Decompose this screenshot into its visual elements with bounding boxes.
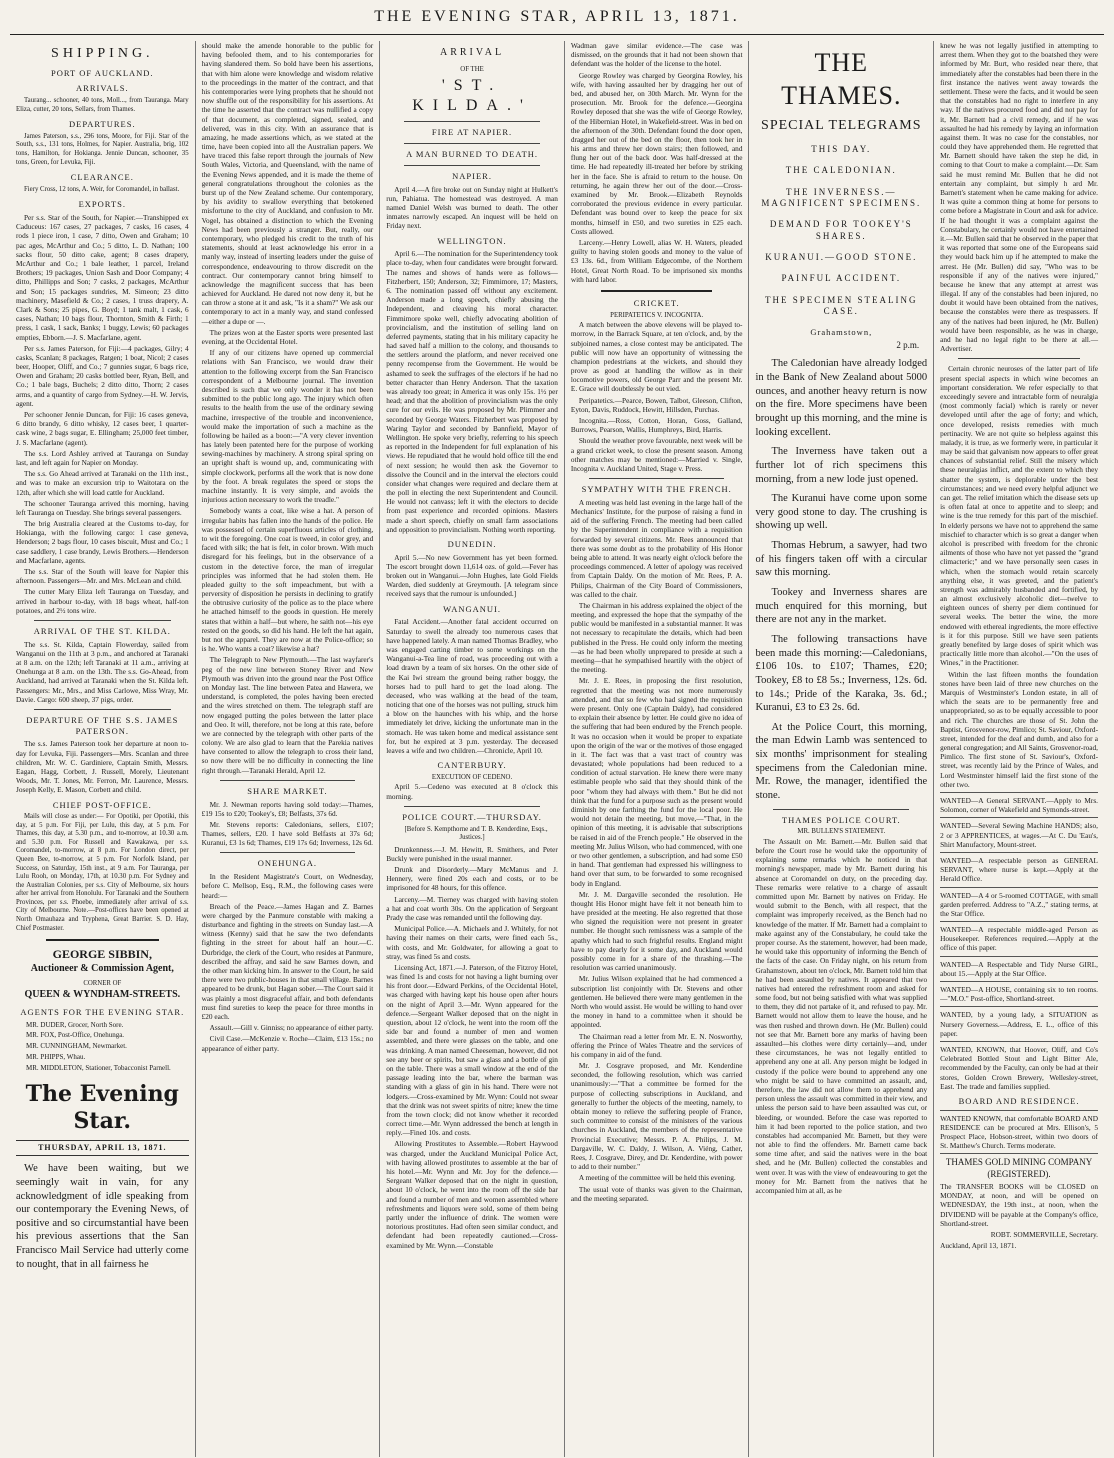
napier-heading: NAPIER.: [452, 170, 492, 181]
onehunga-paragraph: Civil Case.—McKenzie v. Roche—Claim, £13 15s.; no appearance of either party.: [201, 1034, 374, 1053]
telegram-paragraph: At the Police Court, this morning, the man Edwin Lamb was sentenced to six months' imprisonment for stealing specimens from the Caledonian mine. Mr. Rowe, the manager, identified the stone.: [755, 721, 928, 802]
divider: [404, 806, 540, 807]
classified-ad: [940, 887, 1098, 919]
ad-text: WANTED—A respectable middle-aged Person as Housekeeper. References required.—Apply at the office of this paper.: [940, 925, 1098, 953]
divider: [34, 620, 171, 621]
masthead: THE EVENING STAR, APRIL 13, 1871.: [10, 0, 1104, 35]
thames-court-heading: THAMES POLICE COURT.: [781, 814, 901, 825]
list-item: MR. DUDER, Grocer, North Sore.: [26, 1020, 124, 1029]
court-continued: knew he was not legally justified in attempting to arrest them. When they got to the boatshed they were informed by Mr. Burt, who resided near there, that immediately after the constables had been there in the first instance the natives went away towards the settlement. These were the facts, and it would be seen that the constables had no right to interfere in any way. If the natives procured food and did not pay for it, Mr. Barnett had a civil remedy, and if he was assaulted he had his remedy by laying an information against them. It was no case for the constables, nor could they have apprehended them. He regretted that Mr. Barnett should have taken the step he did, in coming to that Court to make a complaint.—Dr. Sam said he must remind Mr. Bullen that he did not entertain any complaint, but simply h ard Mr. Barnett's statement when he came making for advice. It was quite a common thing at home for persons to come before a Magistrate in Court and ask for advice. If he had thought it was a complaint against the Constabulary, he certainly would not have entertained it.—Mr. Bullen said that he observed in the paper that it was reported that some one of the Europeans said they would back him up if he attempted to make the arrest. He (Mr. Bullen) did say, "Who was to be responsible if any of the natives were injured," because he knew that any attempt at arrest was illegal. If any of the constables had been injured, no doubt it would have been obtained from the natives, because the constables were there as trespassers. If any of the natives had been injured, he (Mr. Bullen) would have been responsible, as he was in charge, and he had no legal right to be there at all.—Advertiser.: [940, 41, 1098, 354]
arrivals-text: Taurang... schooner, 40 tons, Moll..., from Tauranga. Mary Eliza, cutter, 20 tons, Sellars, from Thames.: [16, 97, 189, 113]
list-item: MR. PHIPPS, Whau.: [26, 1053, 86, 1062]
columns: [10, 41, 1104, 1457]
divider: [220, 780, 356, 781]
divider: [958, 358, 1080, 359]
kilda-text: The s.s. St. Kilda, Captain Flowerday, sailed from Wanganui on the 11th at 3 p.m., and anchored at Taranaki at 8 a.m. on the 12th; left Taranaki at 11 a.m., arriving at Onehunga at 8 a.m. on the 13th. The s.s. Go-Ahead, from Auckland, had arrived at Taranaki when the St. Kilda left. Passengers: Mr., Mrs., and Miss Carlowe, Miss Wray, Mr. Davie. Cargo: 600 sheep, 37 pigs, order.: [16, 639, 189, 704]
special-telegrams-heading: SPECIAL TELEGRAMS: [761, 117, 922, 133]
french-paragraph: The Chairman read a letter from Mr. E. N. Nosworthy, offering the Prince of Wales Theatre and the services of his company in aid of the fund.: [570, 1031, 743, 1059]
classified-ad: [940, 981, 1098, 1003]
this-day-label: THIS DAY.: [811, 144, 872, 155]
company-signoff: Auckland, April 13, 1871.: [940, 1241, 1017, 1251]
telegram-paragraph: The Caledonian have already lodged in the Bank of New Zealand about 5000 ounces, and another heavy return is now on the fire. More specimens have been brought up this morning, and the mine is looking excellent.: [755, 358, 928, 438]
french-paragraph: The usual vote of thanks was given to the Chairman, and the meeting separated.: [570, 1184, 743, 1203]
court-paragraph: The Assault on Mr. Barnett.—Mr. Bullen said that before the Court rose he would take the opportunity of explaining some remarks which he noticed in that morning's newspaper, made by Mr. Barnett during his absence at Coromandel on duty, on the preceding day. These remarks were relative to a charge of assault committed upon Mr. Barnett by natives on Friday. He would submit to the Bench, with all respect, that the complaint was improperly received, as the Bench had no knowledge of the matter. If Mr. Barnett had a complaint to make against any of the Constabulary, he could take the proper course. As the statement, however, had been made, he would take this opportunity of informing the Bench of the facts of the case. On Friday night, on his return from Grahamstown, about ten o'clock, Mr. Barnett told him that he had been assaulted by natives. It appeared that two natives had entered the refreshment room and asked for some food, but not being satisfied with what was supplied to them, they did not partake of it, and refused to pay. Mr. Barnett would not allow them to leave the house, and he was then rushed and thrown down. He (Mr. Bullen) could not see that Mr. Barnett bore any marks of having been assaulted—his clothes were dirty certainly—and, under these circumstances, he was not legally entitled to apprehend any one at all. Any person might be lodged in custody if the police were bound to apprehend any one who might be said to have committed an assault, and, therefore, the law did not allow them to apprehend any person unless the assault was committed in their view, and unless the person said to have been assaulted was cut, or bleeding, or wounded. Before the case was reported to him it had been reported to the police station, and two constables had accompanied Mr. Barnett, but they were not able to find the offenders. Mr. Barnett came back some time after, and said the natives were in the boat shed, and he (Mr. Bullen) collected the constables and went over. It was with the view of endeavouring to get the money for Mr. Barnett from the natives that he accompanied him at all, as he: [755, 836, 928, 1196]
news-paragraph: Somebody wants a coat, like wise a hat. A person of irregular habits has fallen into the hands of the police. He was possessed of certain superfluous articles of clothing, to wit the foregoing. One coat is tweed, in color grey, and faced with silk; the hat is felt, in color brown. With much disregard for his feelings, but in the observance of a custom in the detective force, the man of irregular principles was informed that he had stolen them. He pleaded guilty to the soft impeachment, but with a perversity of disposition he persists in declining to gratify the obtrusive curiosity of the police as to the place where he attached himself to the goods in question. He merely states that within a half—but where, he saith not—his eye rested on the goods, so did his hand. He left the hat again, but not the apparel. They are now at the Police-office; so is he. Who wants a coat? likewise a hat?: [201, 506, 374, 654]
paterson-text: The s.s. James Paterson took her departure at noon to-day for Levuka, Fiji. Passengers—Mrs. Scanlan and three children, Mr. W. C. Gardiniere, Captain Smith, Messrs. Eagan, Hagg, Corbett, J. Russell, Morely, Lieutenant Woods, Mr. T. Jones, Mr. Ferron, Mr. Laurence, Messrs. Joseph Kelly, E. Mason, Corbett and child.: [16, 739, 189, 795]
divider: [589, 478, 725, 479]
ad-text: WANTED, KNOWN, that Hoover, Oliff, and Co's Celebrated Bottled Stout and Light Bitter Ale, recommended by the Faculty, can only be had at their stores, Golden Crown Brewery, Wellesley-street, East. The trade and families supplied.: [940, 1044, 1098, 1091]
telegram-paragraph: Thomas Hebrum, a sawyer, had two of his fingers taken off with a circular saw this morning.: [755, 540, 928, 579]
ad-text: WANTED—A 4 or 5-roomed COTTAGE, with small garden preferred. Address to "A.Z.," stating terms, at the Star Office.: [940, 890, 1098, 918]
port-heading: PORT OF AUCKLAND.: [51, 67, 154, 78]
police-paragraph: Larceny.—Henry Lowell, alias W. H. Waters, pleaded guilty to having stolen goods and money to the value of £3 13s. 6d., from William Edgecombe, of the Northern Hotel, Great North Road. To be imprisoned six months with hard labor.: [570, 237, 743, 284]
dateline-time: 2 p.m.: [896, 340, 920, 351]
police-paragraph: George Rowley was charged by Georgina Rowley, his wife, with having assaulted her by dragging her out of bed, and abused her, on 30th March. Mr. Wynn for the prosecution. Mr. Brook for the defence.—Georgina Rowley deposed that she was the wife of George Rowley, of the Hibernian Hotel, in Wakefield-street. Was in bed on the afternoon of the 30th. Defendant found the door open, dragged her out of the bed on the floor, then took her in his arms and threw her down stairs; then followed, and flung her out of the back door. Was half-dressed at the time. He had repeatedly ill-treated her before by striking her in the face. She is afraid to return to the house. On returning, he again threw her out of the door.—Cross-examined by Mr. Brook.—Elizabeth Reynolds corroborated the previous evidence in every particular. Defendant was bound over to keep the peace for six months, himself in £50, and two sureties in £25 each. Costs allowed.: [570, 70, 743, 236]
cricket-paragraph: A match between the above elevens will be played to-morrow, in the Barrack Square, at ten o'clock, and, by the subjoined names, a close contest may be anticipated. The public will now have an opportunity of witnessing the champion pedestrians at the wickets, and should they prove as good at handling the willow as in their locomotive powers, old George Parr and the present Mr. E. Grace will doubtlessly be out vied.: [570, 320, 743, 394]
shipping-note: The cutter Mary Eliza left Tauranga on Tuesday, and arrived in harbour to-day, with 18 bags wheat, half-ton potatoes, and 2½ tons wire.: [16, 587, 189, 615]
divider: [773, 809, 909, 810]
divider: [46, 939, 159, 941]
column-6: [933, 41, 1104, 1457]
column-4: [564, 41, 749, 1457]
divider: [220, 852, 356, 853]
classified-ad: [940, 792, 1098, 814]
shipping-note: The schooner Tauranga arrived this morning, having left Tauranga on Tuesday. She brings several passengers.: [16, 498, 189, 517]
departures-heading: DEPARTURES.: [68, 119, 136, 130]
french-paragraph: Mr. J. M. Dargaville seconded the resolution. He thought His Honor might have felt it not beneath him to have presided at the meeting. He also regretted that those who signed the requisition were not present in greater number. He thought such remissness was a sample of the apathy which had to such frightful results. England might have to pay dearly for it some day, and Auckland would possibly come in for a share of the thrashing.—The resolution was carried unanimously.: [570, 889, 743, 973]
french-paragraph: The Chairman in his address explained the object of the meeting, and expressed the hope that the sympathy of the public would be manifested in a substantial manner. It was not necessary to recapitulate the details, which had been published in the Press. He could only inform the meeting—as he had been wholly unprepared to preside at such a meeting—that he sympathised heartily with the object of the meeting.: [570, 600, 743, 675]
police-paragraph: Allowing Prostitutes to Assemble.—Robert Haywood was charged, under the Auckland Municipal Police Act, with having allowed prostitutes to assemble at the bar of his hotel.—Mr. Wynn and Mr. Joy for the defence.—Sergeant Walker deposed that on the night in question, about 10 o'clock, he went into the room off the side bar and found a number of men and women assembled where refreshments and liquors were sold, some of them being partly under the influence of drink. The women were notorious prostitutes. Had often seen similar conduct, and defendant had been repeatedly cautioned.—Cross-examined by Mr. Wynn.—Constable: [386, 1139, 558, 1250]
canterbury-heading: CANTERBURY.: [437, 760, 507, 771]
french-paragraph: A meeting of the committee will be held this evening.: [578, 1173, 736, 1183]
shipping-note: The s.s. Lord Ashley arrived at Tauranga on Sunday last, and left again for Napier on Monday.: [16, 448, 189, 467]
postoffice-heading: CHIEF POST-OFFICE.: [52, 799, 152, 810]
canterbury-text: April 5.—Cedeno was executed at 8 o'clock this morning.: [386, 782, 558, 801]
list-item: MR. MIDDLETON, Stationer, Tobacconist Parnell.: [26, 1063, 171, 1072]
news-paragraph: Within the last fifteen months the foundation stones have been laid of three new churches on the Marquis of Westminster's London estate, in all of which the seats are to be permanently free and unappropriated, so as to be equally accessible to poor and rich. The churches are those of St. John the Baptist, Grosvenor-row, Pimlico; St. Saviour, Oxford-street, intended for the deaf and dumb, and also for a general congregation; and All Saints, Grosvenor-road, Pimlico. The first stone of St. Saviour's, Oxford-street, was recently laid by the Prince of Wales, and Lord Westminster himself laid the first stone of the other two.: [940, 669, 1098, 789]
company-signature: ROBT. SOMMERVILLE, Secretary.: [990, 1229, 1098, 1239]
classified-ad: [940, 1110, 1098, 1151]
classified-ad: [940, 852, 1098, 884]
exports-paragraph: Per schooner Jennie Duncan, for Fiji: 16 cases geneva, 6 ditto brandy, 6 ditto whisky, 12 cases beer, 1 quarter-cask wine, 2 bags sugar, E. Ellingham; 25,000 feet timber, J. S. Macfarlane (agent).: [16, 410, 189, 447]
dateline: THURSDAY, APRIL 13, 1871.: [16, 1140, 189, 1156]
police-continued: Wadman gave similar evidence.—The case was dismissed, on the grounds that it had not been shown that defendant was the holder of the license to the hotel.: [570, 41, 743, 69]
ad-text: WANTED—Several Sewing Machine HANDS; also, 2 or 3 APPRENTICES, at wages.—At C. Du 'Eau's, Shirt Manufactory, Mount-street.: [940, 821, 1098, 849]
dunedin-heading: DUNEDIN.: [447, 539, 497, 550]
stealing-heading: THE SPECIMEN STEALING CASE.: [765, 294, 918, 317]
dunedin-text: April 5.—No new Government has yet been formed. The escort brought down 11,614 ozs. of gold.—Fever has broken out in Wanganui.—John Hughes, late Gold Fields Warden, died suddenly at Greymouth. [A telegram since received says that the rumour is unfounded.]: [386, 552, 558, 599]
column-3: [379, 41, 564, 1457]
divider: [404, 165, 540, 166]
fire-heading: FIRE AT NAPIER.: [431, 127, 513, 138]
agents-list: [16, 1021, 189, 1073]
clearance-text: Fiery Cross, 12 tons, A. Weir, for Coromandel, in ballast.: [24, 185, 180, 193]
divider: [404, 121, 540, 122]
divider: [34, 709, 171, 710]
dateline-place: Grahamstown,: [810, 327, 873, 338]
police-paragraph: Licensing Act, 1871.—J. Paterson, of the Fitzroy Hotel, was fined 1s and costs for not having a light burning over his front door.—Edward Perkins, of the Occidental Hotel, was charged with having kept his house open after hours on the night of April 3.—Mr. Wynn appeared for the defence.—Sergeant Walker deposed that on the night in question, about 12 o'clock, he went into the room off the side bar and found a number of men and women assembled, and there were glasses on the table, and one was drinking. A man named Cheeseman, however, did not see any beer or spirits, but saw a glass and a bottle of gin on the table. There was a small window at the end of the passage leading into the bar, where the barman was standing with a glass of gin in his hand. There were not lodgers.—Cross-examined by Mr. Wynn: Could not swear that the drink was not sweet spirits of nitre; knew the time from the town clock; did not know whether it recorded correct time.—Mr. Wynn addressed the bench at length in reply.—Fined 10s. and costs.: [386, 962, 558, 1138]
exports-heading: EXPORTS.: [78, 199, 126, 210]
ad-text: WANTED, by a young lady, a SITUATION as Nursery Governess.—Address, E. L., office of this paper.: [940, 1010, 1098, 1038]
cricket-subheading: PERIPATETICS V. INCOGNITA.: [610, 311, 704, 319]
onehunga-paragraph: Breach of the Peace.—James Hagan and Z. Barnes were charged by the Panmure constable with making a disturbance and fighting in the streets on Sunday last.—A witness (Kenny) said that he saw the two defendants fighting in the street for about half an hour.—C. Durbridge, the clerk of the Court, who resides at Panmure, described the affray, and said he saw Barnes down, and the other man kicking him. In answer to the Court, he said there were two public-houses in that small village. Barnes appeared to be drunk, but Hagan sober.—The Court said it was plainly a most disgraceful affair, and both defendants must find sureties to keep the peace for three months in £20 each.: [201, 901, 374, 1021]
news-paragraph: Certain chronic neuroses of the latter part of life present special aspects in which wine becomes an important consideration. We refer especially to that exceedingly severe and intractable form of neuralgia (most commonly facial) which is rarely or never developed until after the age of forty; and which, once developed, resists remedies with much pertinacity. We are not quite so helpless against this malady, it is true, as we formerly were, in particular it may be said that galvanism now appears to offer great chances of substantial relief. Still the misery which these neuralgias inflict, and the extent to which they shatter the system, is deplorable under the best circumstances; and we need every helpful adjunct we can get. The relief imitation which the disease sets up is often fatal at once to appetite and to sleep; and wine is the true remedy for this part of the mischief. In elderly persons we have not to apprehend the same mischief to character which is so great a danger when alcohol is prescribed with freedom for the chronic ailments of those who have not yet passed the "grand climacteric;" and we have personally seen cases in which, when the stomach would retain scarcely anything else, it was greeted, and the patient's strength was admirably husbanded and fortified, by an almost exclusively alcoholic diet—twelve to eighteen ounces of sherry per diem continued for several weeks. The better the wine, the more endowed with ethereal ingredients, the more effective is it for this purpose. Still we have seen patients greatly benefited by large doses of spirit which was practically little more than alcohol.—"On the uses of Wines," in the Practitioner.: [940, 364, 1098, 668]
exports-paragraph: Per s.s. James Paterson, for Fiji:—4 packages, Gilry; 4 casks, Scanlan; 8 packages, Ratgen; 1 boat, Nicol; 2 cases beer, Hooper, Oliff, and Co.; 7 gunnies sugar, 6 bags rice, Owen and Graham; 20 casks bottled beer, Ryan, Bell, and Co.; 1 bale bags, Buchels; 2 ditto ditto, Thorn; 2 cases arms, and a quantity of cargo from Sydney.—H. W. Jervis, agent.: [16, 343, 189, 408]
ad-text: WANTED—A HOUSE, containing six to ten rooms.—"M.O." Post-office, Shortland-street.: [940, 985, 1098, 1004]
news-paragraph: If any of our citizens have opened up commercial relations with San Francisco, we would draw their attention to the following excerpt from the San Francisco correspondent of a Melbourne journal. The invention described is such that we only wonder it has not been submitted to the public long ago. The injury which often results to the health from the use of the ordinary sewing machine, irrespective of the trouble and inconvenience, would make the importation of such a machine as the following be hailed as a boon:—"A very clever invention has lately been patented here for the purpose of working sewing-machines by machinery. A strong spiral spring on an upright shaft is wound up, and, communicating with simple clockwork, performs all the work that is now done by the foot. A break regulates the speed or stops the machine instantly. It is very simple, and avoids the injurious action necessary to work the treadle.": [201, 348, 374, 505]
french-heading: SYMPATHY WITH THE FRENCH.: [581, 484, 732, 495]
classified-ad: [940, 1006, 1098, 1038]
agency-subtitle: Auctioneer & Commission Agent,: [30, 963, 174, 975]
canterbury-subheading: EXECUTION OF CEDENO.: [431, 773, 513, 781]
news-paragraph: The prizes won at the Easter sports were presented last evening, at the Occidental Hotel.: [201, 327, 374, 346]
clearance-heading: CLEARANCE.: [70, 172, 134, 183]
share-market-heading: SHARE MARKET.: [247, 785, 328, 796]
classified-ad: [940, 956, 1098, 978]
classified-ad: [940, 1041, 1098, 1091]
board-heading: BOARD AND RESIDENCE.: [958, 1095, 1080, 1106]
accident-heading: PAINFUL ACCIDENT.: [781, 273, 902, 284]
thames-heading: THE THAMES.: [781, 48, 902, 110]
column-1: [10, 41, 195, 1457]
tookey-heading: DEMAND FOR TOOKEY'S SHARES.: [769, 219, 913, 241]
wanganui-heading: WANGANUI.: [443, 603, 501, 614]
kilda-heading: ARRIVAL OF THE ST. KILDA.: [33, 625, 171, 636]
french-paragraph: A meeting was held last evening in the large hall of the Mechanics' Institute, for the purpose of raising a fund in aid of the suffering French. The meeting had been called by the Superintendent in compliance with a requisition forwarded by several citizens. Mr. Rees announced that there was some doubt as to the probability of His Honor being able to attend. It was nearly eight o'clock before the proceedings commenced. A letter of apology was received from Captain Daldy. On the motion of Mr. Rees, P. A. Philips, Chairman of the City Board of Commissioners, was called to the chair.: [570, 497, 743, 599]
of-the-label: OF THE: [460, 65, 484, 73]
napier-text: April 4.—A fire broke out on Sunday night at Hulkett's run, Pahiatua. The homestead was destroyed. A man named Daniel Welsh was burned to death. The other inmates narrowly escaped. An inquest will be held on Friday next.: [386, 184, 558, 231]
arrivals-heading: ARRIVALS.: [76, 83, 129, 94]
police-court-bench: [Before S. Kempthorne and T. B. Kenderdine, Esqs., Justices.]: [404, 825, 548, 842]
agency-corner: CORNER OF: [83, 979, 122, 987]
exports-paragraph: Per s.s. Star of the South, for Napier.—Transhipped ex Caduceus: 167 cases, 27 packages, 7 casks, 16 cases, 4 rods 1 piece iron, 1 case, 7 ditto, Owen and Graham; 10 pac ages, McArthur and Co.; 5 ditto, L. D. Nathan; 100 sacks flour, 50 ditto cake, agent; 8 cases drapery, McArthur and Co.; 1 bale leather, 1 parcel, Ireland Brothers; 19 packages, Union Sash and Door Company; 4 ditto, Phillipps and Son; 7 casks, 2 packages, McArthur and Son; 15 packages sundries, M. Simeon; 23 ditto machinery, Masefield & Co.; 2 cases, 1 truss drapery, A. Clark & Sons; 25 pipes, G. Boyd; 1 tank malt, 1 cask, 6 cases, Nathan; 10 bags flour, Thornton, Smith & Firth; 1 press, 1 cask, 1 sack, Banks; 1 buggy, Lewis; 60 packages empties, Ebborn.—J. S. Macfarlane, agent.: [16, 213, 189, 342]
wellington-text: April 6.—The nomination for the Superintendency took place to-day, when four candidates were brought forward. The names and shows of hands were as follows—Fitzherbert, 150; Anderson, 32; Fimmimore, 17; Masters, 6. The nomination passed off without any excitement. Anderson made a long speech, chiefly abusing the Independent, and cleaving his moral character. Fimmimore spoke well, chiefly advocating abolition of provincialism, and the institution of selling land on deferred payments, stating that in his military capacity he had saved half a million to the colony, and thousands to the settlers around the platform, and never received one penny recompense from the Government. He would be ashamed to seek the suffrages of the electors if he had no better character than Henry Anderson. That the taxation was already too great; in America it was only 15s. 1½ per head; and that the abolition of provincialism was the only cure for our evils. He was proposed by Mr. Plimmer and seconded by George Waters. Fitzherbert was proposed by Waring Taylor and seconded by Bannfield, Mayor of Wellington. He spoke very briefly, referring to his speech as reported in the Independent for full explanation of his views. He repudiated that he would hold office till the end of next session; he would then ask the Governor to dissolve the Council and in the interval the electors could consider what changes were required and declare them at the poll in electing the next Superintendent and Council. He would not canvass; left it with the electors to decide from past experience and recorded opinions. Masters made a short speech, chiefly on small farm associations and opposition to provincialism. Nothing worth reporting.: [386, 249, 558, 534]
onehunga-paragraph: In the Resident Magistrate's Court, on Wednesday, before C. Mellsop, Esq., R.M., the following cases were heard:—: [201, 872, 374, 900]
french-paragraph: Mr. Julius Wilson explained that he had commenced a subscription list conjointly with Dr. Stevens and other gentlemen. He believed there were many gentlemen in the North who would assist. He would be willing to hand over the money in hand to a committee when it should be appointed.: [570, 974, 743, 1030]
agency-street: QUEEN & WYNDHAM-STREETS.: [24, 989, 181, 1001]
police-court-heading: POLICE COURT.—THURSDAY.: [402, 811, 542, 822]
column-2: [195, 41, 380, 1457]
cricket-heading: CRICKET.: [633, 297, 680, 308]
company-heading: THAMES GOLD MINING COMPANY (REGISTERED).: [945, 1157, 1093, 1179]
police-paragraph: Drunkenness.—J. M. Hewitt, R. Smithers, and Peter Buckly were punished in the usual manner.: [386, 844, 558, 863]
cricket-paragraph: Incognita.—Ross, Cotton, Horan, Goss, Galland, Burrows, Pearson, Wallis, Humphreys, Bird, Harris.: [570, 416, 743, 435]
french-paragraph: Mr. J. E. Rees, in proposing the first resolution, regretted that the meeting was not more numerously attended, and that so few who had signed the requisition were present. Only one (Captain Daldy), had considered to explain their absence by letter. He could give no idea of the suffering that had been endured by the French people. It was no occasion when it would be proper to expatiate upon the origin of the war or the motives of those engaged in it. The fact was that a vast tract of country was devastated; whole populations had been reduced to a condition of actual starvation. He knew there were many estimable people who said that they should think of the poor "whom they had always with them." But he did not think that the fund for a purpose such as the present would diminish by one farthing the fund for the local poor. He would not detain the meeting, but move,—"That, in the opinion of this meeting, it is advisable that subscriptions be raised in aid of the French people." He observed in the meeting Mr. Julius Wilson, who had commenced, with one or two other gentlemen, a subscription, and had some £50 in hand. That gentleman had expressed his willingness to hand over that sum, to be forwarded to some recognised body in England.: [570, 676, 743, 888]
cricket-paragraph: Should the weather prove favourable, next week will be a grand cricket week, to close the present season. Among other matches may be mentioned:—Married v. Single, Incognita v. Auckland United, Stage v. Press.: [570, 436, 743, 473]
telegram-paragraph: The following transactions have been made this morning:—Caledonians, £106 10s. to £107; Thames, £20; Tookey, £8 to £8 5s.; Inverness, 12s. 6d. to 14s.; Pride of the Karaka, 3s. 6d.; Kuranui, £3 to £3 2s. 6d.: [755, 633, 928, 714]
ad-text: WANTED—A General SERVANT.—Apply to Mrs. Solomon, corner of Wakefield and Symonds-street.: [940, 796, 1098, 815]
divider: [601, 290, 713, 292]
shipping-note: The brig Australia cleared at the Customs to-day, for Hokianga, with the following cargo: 1 case geneva, Henderson; 2 bags flour, 10 cases biscuit, Must and Co.; 1 case saddlery, 1 case brandy, Lewis Brothers.—Henderson and Macfarlane, agents.: [16, 519, 189, 565]
ad-text: WANTED—A Respectable and Tidy Nurse GIRL, about 15.—Apply at the Star Office.: [940, 959, 1098, 978]
shipping-note: The s.s. Star of the South will leave for Napier this afternoon. Passengers—Mr. and Mrs. McLean and child.: [16, 567, 189, 586]
shipping-heading: SHIPPING.: [51, 46, 154, 61]
departures-text: James Paterson, s.s., 296 tons, Moore, for Fiji. Star of the South, s.s., 131 tons, Holmes, for Napier. Australia, brig, 102 tons, Hamilton, for Hokianga. Jennie Duncan, schooner, 35 tons, Green, for Levuka, Fiji.: [16, 132, 189, 166]
news-paragraph: The Telegraph to New Plymouth.—The last wayfarer's peg of the new line between Stoney River and New Plymouth was driven into the ground near the Post Office on Monday last. The line between Patea and Hawera, we understand, is completed, the poles having been erected and the wires stretched on them. The telegraph staff are now engaged putting the poles between the latter place and Oeo. It will, therefore, not be long at this rate, before we are connected by the telegraph with other parts of the colony. We are also glad to learn that the Parekia natives have consented to allow the telegraph to cross their land, so now there will be no difficulty in connecting the line right through.—Taranaki Herald, April 12.: [201, 655, 374, 775]
ad-text: WANTED—A respectable person as GENERAL SERVANT, where nurse is kept.—Apply at the Herald Office.: [940, 855, 1098, 884]
company-notice: [940, 1153, 1098, 1250]
paper-title: The Evening Star.: [25, 1080, 179, 1135]
telegram-paragraph: The Kuranui have come upon some very good stone to day. The crushing is showing up well.: [755, 493, 928, 532]
classified-ad: [940, 921, 1098, 953]
list-item: MR. FOX, Post-Office, Onehunga.: [26, 1031, 125, 1040]
divider: [404, 143, 540, 144]
share-paragraph: Mr. J. Newman reports having sold today:—Thames, £19 15s to £20; Tookey's, £8; Belfasts, 37s 6d.: [201, 799, 374, 818]
ship-name-heading: 'ST. KILDA.': [412, 77, 532, 115]
telegram-body: [755, 357, 927, 802]
wellington-heading: WELLINGTON.: [437, 235, 507, 246]
agency-title: GEORGE SIBBIN,: [52, 947, 152, 962]
thames-court-subheading: MR. BULLEN'S STATEMENT.: [797, 828, 886, 836]
kuranui-heading: KURANUI.—GOOD STONE.: [765, 252, 918, 263]
column-5: [748, 41, 933, 1457]
ad-text: WANTED KNOWN, that comfortable BOARD AND RESIDENCE can be procured at Mrs. Ellison's, 5 Prospect Place, Hobson-street, within two doors of St. Matthew's Church. Terms moderate.: [940, 1113, 1098, 1151]
wanganui-text: Fatal Accident.—Another fatal accident occurred on Saturday to swell the already too numerous cases that have happened lately. A man named Thomas Bradley, who was engaged carting timber to some workings on the Wanganui-a-Tea line of road, was proceeding out with a load drawn by a team of six horses. On the other side of the Kai Iwi stream the ground being rather boggy, the horses had to pull hard to get the load along. The deceased, who was walking at the head of the team, noticing that one of the horses was not pulling, struck him a blow on the haunches with his whip, and the horse immediately let drive, kicking the unfortunate man in the stomach. He was taken home and medical assistance sent for, but he expired at 3 p.m. yesterday. The deceased leaves a wife and two children.—Chronicle, April 10.: [386, 617, 558, 755]
cricket-paragraph: Peripatetics.—Pearce, Bowen, Talbot, Gleeson, Clifton, Eyton, Davis, Ruddock, Hewitt, Hillsden, Purchas.: [570, 395, 743, 414]
share-paragraph: Mr. Stevens reports: Caledonians, sellers, £107; Thames, sellers, £20. I have sold Belfasts at 37s 6d; Kuranui, £3 1s 6d; Thames, £19 17s 6d; Inverness, 12s 6d.: [201, 819, 374, 848]
police-paragraph: Larceny.—M. Tierney was charged with having stolen a hat and coat worth 30s. On the application of Sergeant Prady the case was remanded until the following day.: [386, 894, 558, 922]
list-item: MR. CUNNINGHAM, Newmarket.: [26, 1042, 127, 1051]
onehunga-heading: ONEHUNGA.: [257, 858, 318, 869]
paterson-heading: DEPARTURE OF THE S.S. JAMES PATERSON.: [26, 714, 179, 736]
editorial-continued: should make the amende honorable to the public for having befooled them, and to his contemporaries for having slandered them. So bold have been his assertions, that with him alone were knowledge and wisdom relative to the proceedings in the matter of the contract, and that his contemporaries were lying prophets that he should not now shuffle out of the responsibility for his assertions. At the time he asserted that the contract was nullified a copy of that document, as completed, signed, sealed, and delivered, was in this city. With an assurance that is amazing, he made assertions which, as we stated at the time, have been copied into all the Australian papers. We have traced this false report through the journals of New South Wales, Victoria, and Queensland, with the name of the Evening News appended, and it is made the theme of general congratulations throughout the colonies as the burst up of the New Zealand scheme. Our contemporary, by his avidity to swallow everything that betokened misfortune to the city of Auckland, and confusion to Mr. Vogel, has obtained a distinction to which the Evening News had been previously a stranger. But, really, our contemporary, who pledged his credit to the truth of his statements, should at least acknowledge his error in a manly way, instead of inserting leaders under the guise of correspondence, endeavouring to throw discredit on the contract. Our contemporary cannot bring himself to acknowledge the magnificent success that has been achieved for Auckland. He dared not now deny it, but he can throw a stone at it and ask, "Is it a sham?" We ask our contemporary to act in a manly way, and stand confessed—either a dupe or —.: [201, 41, 374, 326]
burned-heading: A MAN BURNED TO DEATH.: [406, 149, 539, 160]
french-paragraph: Mr. J. Cosgrave proposed, and Mr. Kenderdine seconded, the following resolution, which was carried unanimously:—"That a committee be formed for the purpose of collecting subscriptions in Auckland, and generally to further the objects of the meeting, namely, to obtain money to relieve the suffering people of France, such committee to consist of the ministers of the various churches in Auckland, the members of the representative Provincial Executive; Messrs. P. A. Philips, J. M. Dargaville, W. C. Daldy, J. Wilson, A. Viéng, Cather, Rees, J. Cosgrave, Direy, and Dr. Kenderdine, with power to add to their number.": [570, 1061, 743, 1172]
classified-ad: [940, 817, 1098, 849]
postoffice-text: Mails will close as under:— For Opotiki, per Opotiki, this day, at 5 p.m. For Fiji, per Lulu, this day, at 5 p.m. For Thames, this day, at 5.30 p.m., and to-morrow, at 10.30 a.m. and 5.30 p.m. For Russell and Kawakawa, per s.s. Coromandel, to-morrow, at 8 p.m. For London direct, per Queen Bee, to-morrow, at 5 p.m. For Norfolk Island, per Success, on Saturday, 15th inst., at 9 a.m. For Tauranga, per Lulu Rooh, on Monday, 17th, at 10.30 p.m. For Sydney and the Australian Colonies, per s.s. City of Melbourne, six hours after her arrival from Honolulu. For Taranaki and the Southern Provinces, per s.s. Phoebe, immediately after arrival of s.s. City of Melbourne. Note.—Post-offices have been opened at North Omauhaza and Tryphena, Great Barrier. S. D. Hay, Chief Postmaster.: [16, 813, 189, 932]
police-paragraph: Drunk and Disorderly.—Mary McManus and J. Hennery, were fined 20s each and costs, or to be imprisoned for 48 hours, for this offence.: [386, 865, 558, 893]
inverness-heading: THE INVERNESS.—MAGNIFICENT SPECIMENS.: [761, 186, 922, 209]
company-text: The TRANSFER BOOKS will be CLOSED on MONDAY, at noon, and will be opened on WEDNESDAY, the 19th inst., at noon, when the DIVIDEND will be payable at the Company's office, Shortland-street.: [940, 1181, 1098, 1228]
editorial-lead: We have been waiting, but we seemingly wait in vain, for any acknowledgment of idle speaking from our contemporary the Evening News, of positive and so circumstantial have been his previous assertions that the San Francisco Mail Service had utterly come to nought, that in all fairness he: [16, 1163, 189, 1270]
telegram-paragraph: Tookey and Inverness shares are much enquired for this morning, but there are not any in the market.: [755, 587, 928, 626]
shipping-note: The s.s. Go Ahead arrived at Taranaki on the 11th inst., and was to make an excursion trip to Waitotara on the 12th, after which she will load cattle for Auckland.: [16, 469, 189, 497]
telegram-paragraph: The Inverness have taken out a further lot of rich specimens this morning, from a new lode just opened.: [755, 446, 928, 485]
agents-heading: AGENTS FOR THE EVENING STAR.: [20, 1006, 185, 1017]
arrival-heading: ARRIVAL: [439, 47, 505, 58]
onehunga-paragraph: Assault.—Gill v. Ginniss; no appearance of either party.: [209, 1023, 374, 1033]
police-paragraph: Municipal Police.—A. Michaels and J. Whitely, for not having their names on their carts, were fined each 5s., with costs, and Mr. Goldwater, for allowing a goat to stray, was fined 5s and costs.: [386, 924, 558, 961]
caledonian-heading: THE CALEDONIAN.: [785, 165, 897, 176]
